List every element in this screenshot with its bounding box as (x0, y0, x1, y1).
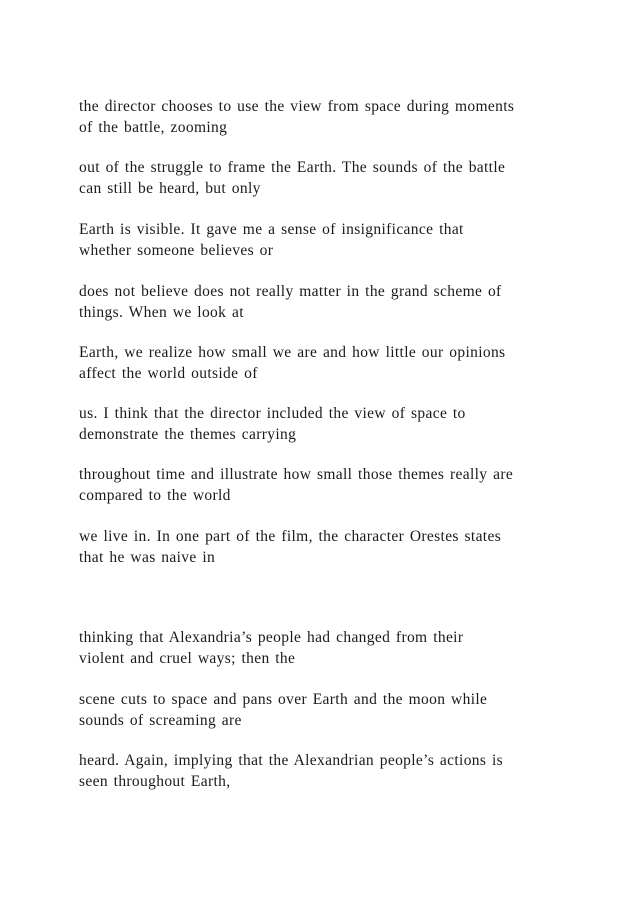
text-line: violent and cruel ways; then the (79, 650, 296, 667)
paragraph-8 (79, 526, 579, 568)
paragraph-2 (79, 157, 579, 199)
text-line: seen throughout Earth, (79, 773, 231, 790)
paragraph-7 (79, 464, 579, 506)
paragraph-3 (79, 219, 579, 261)
text-line: sounds of screaming are (79, 712, 242, 729)
text-line: whether someone believes or (79, 242, 274, 259)
text-line: scene cuts to space and pans over Earth and the moon while (79, 691, 488, 708)
text-line: demonstrate the themes carrying (79, 426, 297, 443)
text-line: throughout time and illustrate how small those themes really are (79, 466, 514, 483)
paragraph-9 (79, 627, 579, 669)
text-line: affect the world outside of (79, 365, 258, 382)
text-line: can still be heard, but only (79, 180, 261, 197)
text-line: we live in. In one part of the film, the character Orestes states (79, 528, 502, 545)
text-line: heard. Again, implying that the Alexandrian people’s actions is (79, 752, 504, 769)
text-line: the director chooses to use the view from space during moments (79, 98, 515, 115)
paragraph-11 (79, 750, 579, 792)
text-line: compared to the world (79, 487, 231, 504)
paragraph-5 (79, 342, 579, 384)
text-line: does not believe does not really matter in the grand scheme of (79, 283, 502, 300)
paragraph-6 (79, 403, 579, 445)
paragraph-10 (79, 689, 579, 731)
text-line: out of the struggle to frame the Earth. The sounds of the battle (79, 159, 506, 176)
paragraph-4 (79, 281, 579, 323)
text-line: Earth, we realize how small we are and how little our opinions (79, 344, 506, 361)
text-line: us. I think that the director included the view of space to (79, 405, 466, 422)
text-line: thinking that Alexandria’s people had changed from their (79, 629, 464, 646)
text-line: things. When we look at (79, 304, 244, 321)
text-line: of the battle, zooming (79, 119, 228, 136)
text-line: Earth is visible. It gave me a sense of insignificance that (79, 221, 464, 238)
text-line: that he was naive in (79, 549, 216, 566)
paragraph-1 (79, 96, 579, 138)
